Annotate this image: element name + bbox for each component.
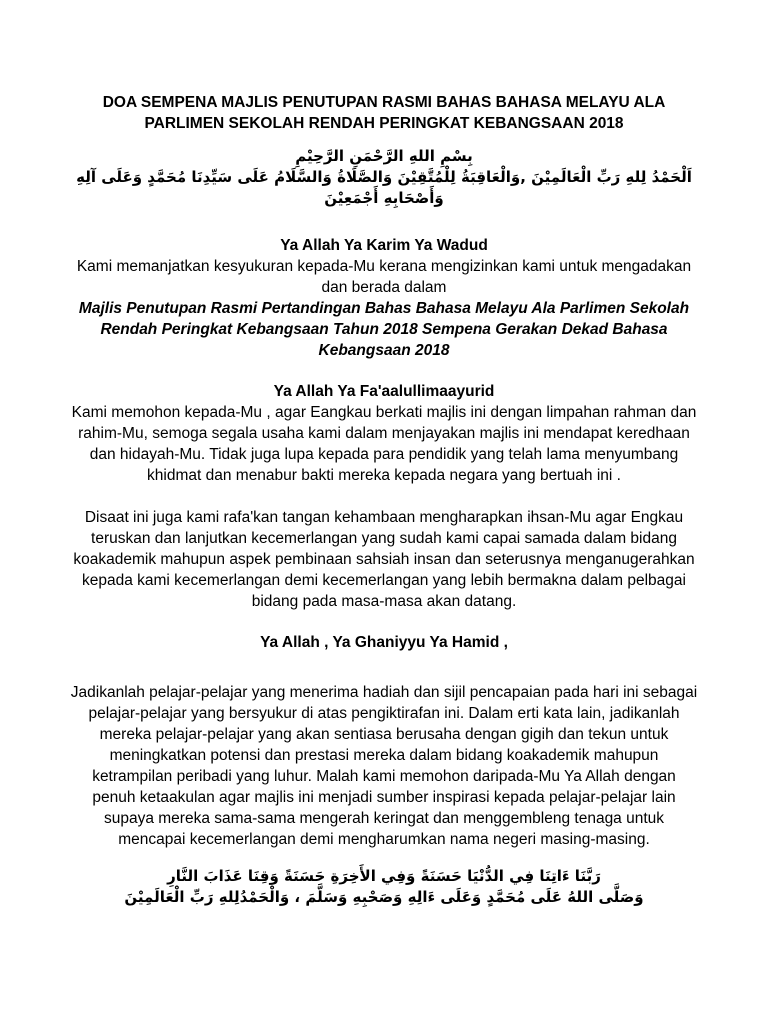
section-heading-ghaniyyu: Ya Allah , Ya Ghaniyyu Ya Hamid , — [260, 634, 508, 651]
section-text-karim: Kami memanjatkan kesyukuran kepada-Mu kerana mengizinkan kami untuk mengadakan dan berada dalam — [76, 258, 692, 296]
section-heading-faaalullimaayurid: Ya Allah Ya Fa'aalullimaayurid — [273, 383, 495, 400]
arabic-opening-praise: اَلْحَمْدُ لِلهِ رَبِّ الْعَالَمِيْنَ ,وَالْعَاقِبَةُ لِلْمُتَّقِيْنَ وَالصَّلَاةُ وَالسَّلَامُ عَلَى سَيِّدِنَا مُحَمَّدٍ وَعَلَى آلِهِ وَأَصْحَابِهِ أَجْمَعِيْنَ — [76, 168, 692, 207]
section-heading-karim: Ya Allah Ya Karim Ya Wadud — [280, 237, 488, 254]
arabic-rabbana: رَبَّنَا ءَاتِنَا فِي الدُّنْيَا حَسَنَةً وَفِي الأَخِرَةِ حَسَنَةً وَقِنَا عَذَابَ النَّارِ — [167, 867, 601, 885]
arabic-basmala: بِسْمِ اللهِ الرَّحْمَنِ الرَّحِيْمِ — [295, 147, 473, 165]
section-text-faaalullimaayurid: Kami memohon kepada-Mu , agar Eangkau berkati majlis ini dengan limpahan rahman dan rahim-Mu, semoga segala usaha kami dalam menjayakan majlis ini mendapat keredhaan dan hidayah-Mu. Tidak juga lupa kepada para pendidik yang telah lama menyumbang khidmat dan menabur bakti mereka kepada negara yang bertuah ini . — [71, 404, 697, 484]
arabic-opening — [70, 146, 698, 209]
event-name: Majlis Penutupan Rasmi Pertandingan Bahas Bahasa Melayu Ala Parlimen Sekolah Rendah Peringkat Kebangsaan Tahun 2018 Sempena Gerakan Dekad Bahasa Kebangsaan 2018 — [78, 300, 690, 359]
document-title: DOA SEMPENA MAJLIS PENUTUPAN RASMI BAHAS BAHASA MELAYU ALA PARLIMEN SEKOLAH RENDAH PERINGKAT KEBANGSAAN 2018 — [102, 94, 666, 132]
arabic-closing — [70, 866, 698, 908]
section-text-ghaniyyu: Jadikanlah pelajar-pelajar yang menerima hadiah dan sijil pencapaian pada hari ini sebagai pelajar-pelajar yang bersyukur di atas pengiktirafan ini. Dalam erti kata lain, jadikanlah mereka pelajar-pelajar yang akan sentiasa berusaha dengan gigih dan tekun untuk meningkatkan potensi dan prestasi mereka dalam bidang koakademik mahupun ketrampilan peribadi yang luhur. Malah kami memohon daripada-Mu Ya Allah dengan penuh ketaakulan agar majlis ini menjadi sumber inspirasi kepada pelajar-pelajar lain supaya mereka sama-sama mengerah keringat dan menggembleng tenaga untuk mencapai kecemerlangan demi mengharumkan nama negeri masing-masing. — [70, 684, 698, 848]
section-text-disaat: Disaat ini juga kami rafa'kan tangan kehambaan mengharapkan ihsan-Mu agar Engkau teruskan dan lanjutkan kecemerlangan yang sudah kami capai samada dalam bidang koakademik mahupun aspek pembinaan sahsiah insan dan seterusnya menganugerahkan kepada kami kecemerlangan demi kecemerlangan yang lebih bermakna dalam pelbagai bidang pada masa-masa akan datang. — [73, 509, 695, 610]
arabic-salawat: وَصَلَّى اللهُ عَلَى مُحَمَّدٍ وَعَلَى ءَالِهِ وَصَحْبِهِ وَسَلَّمَ ، وَالْحَمْدُلِلهِ رَبِّ الْعَالَمِيْنَ — [124, 888, 644, 906]
